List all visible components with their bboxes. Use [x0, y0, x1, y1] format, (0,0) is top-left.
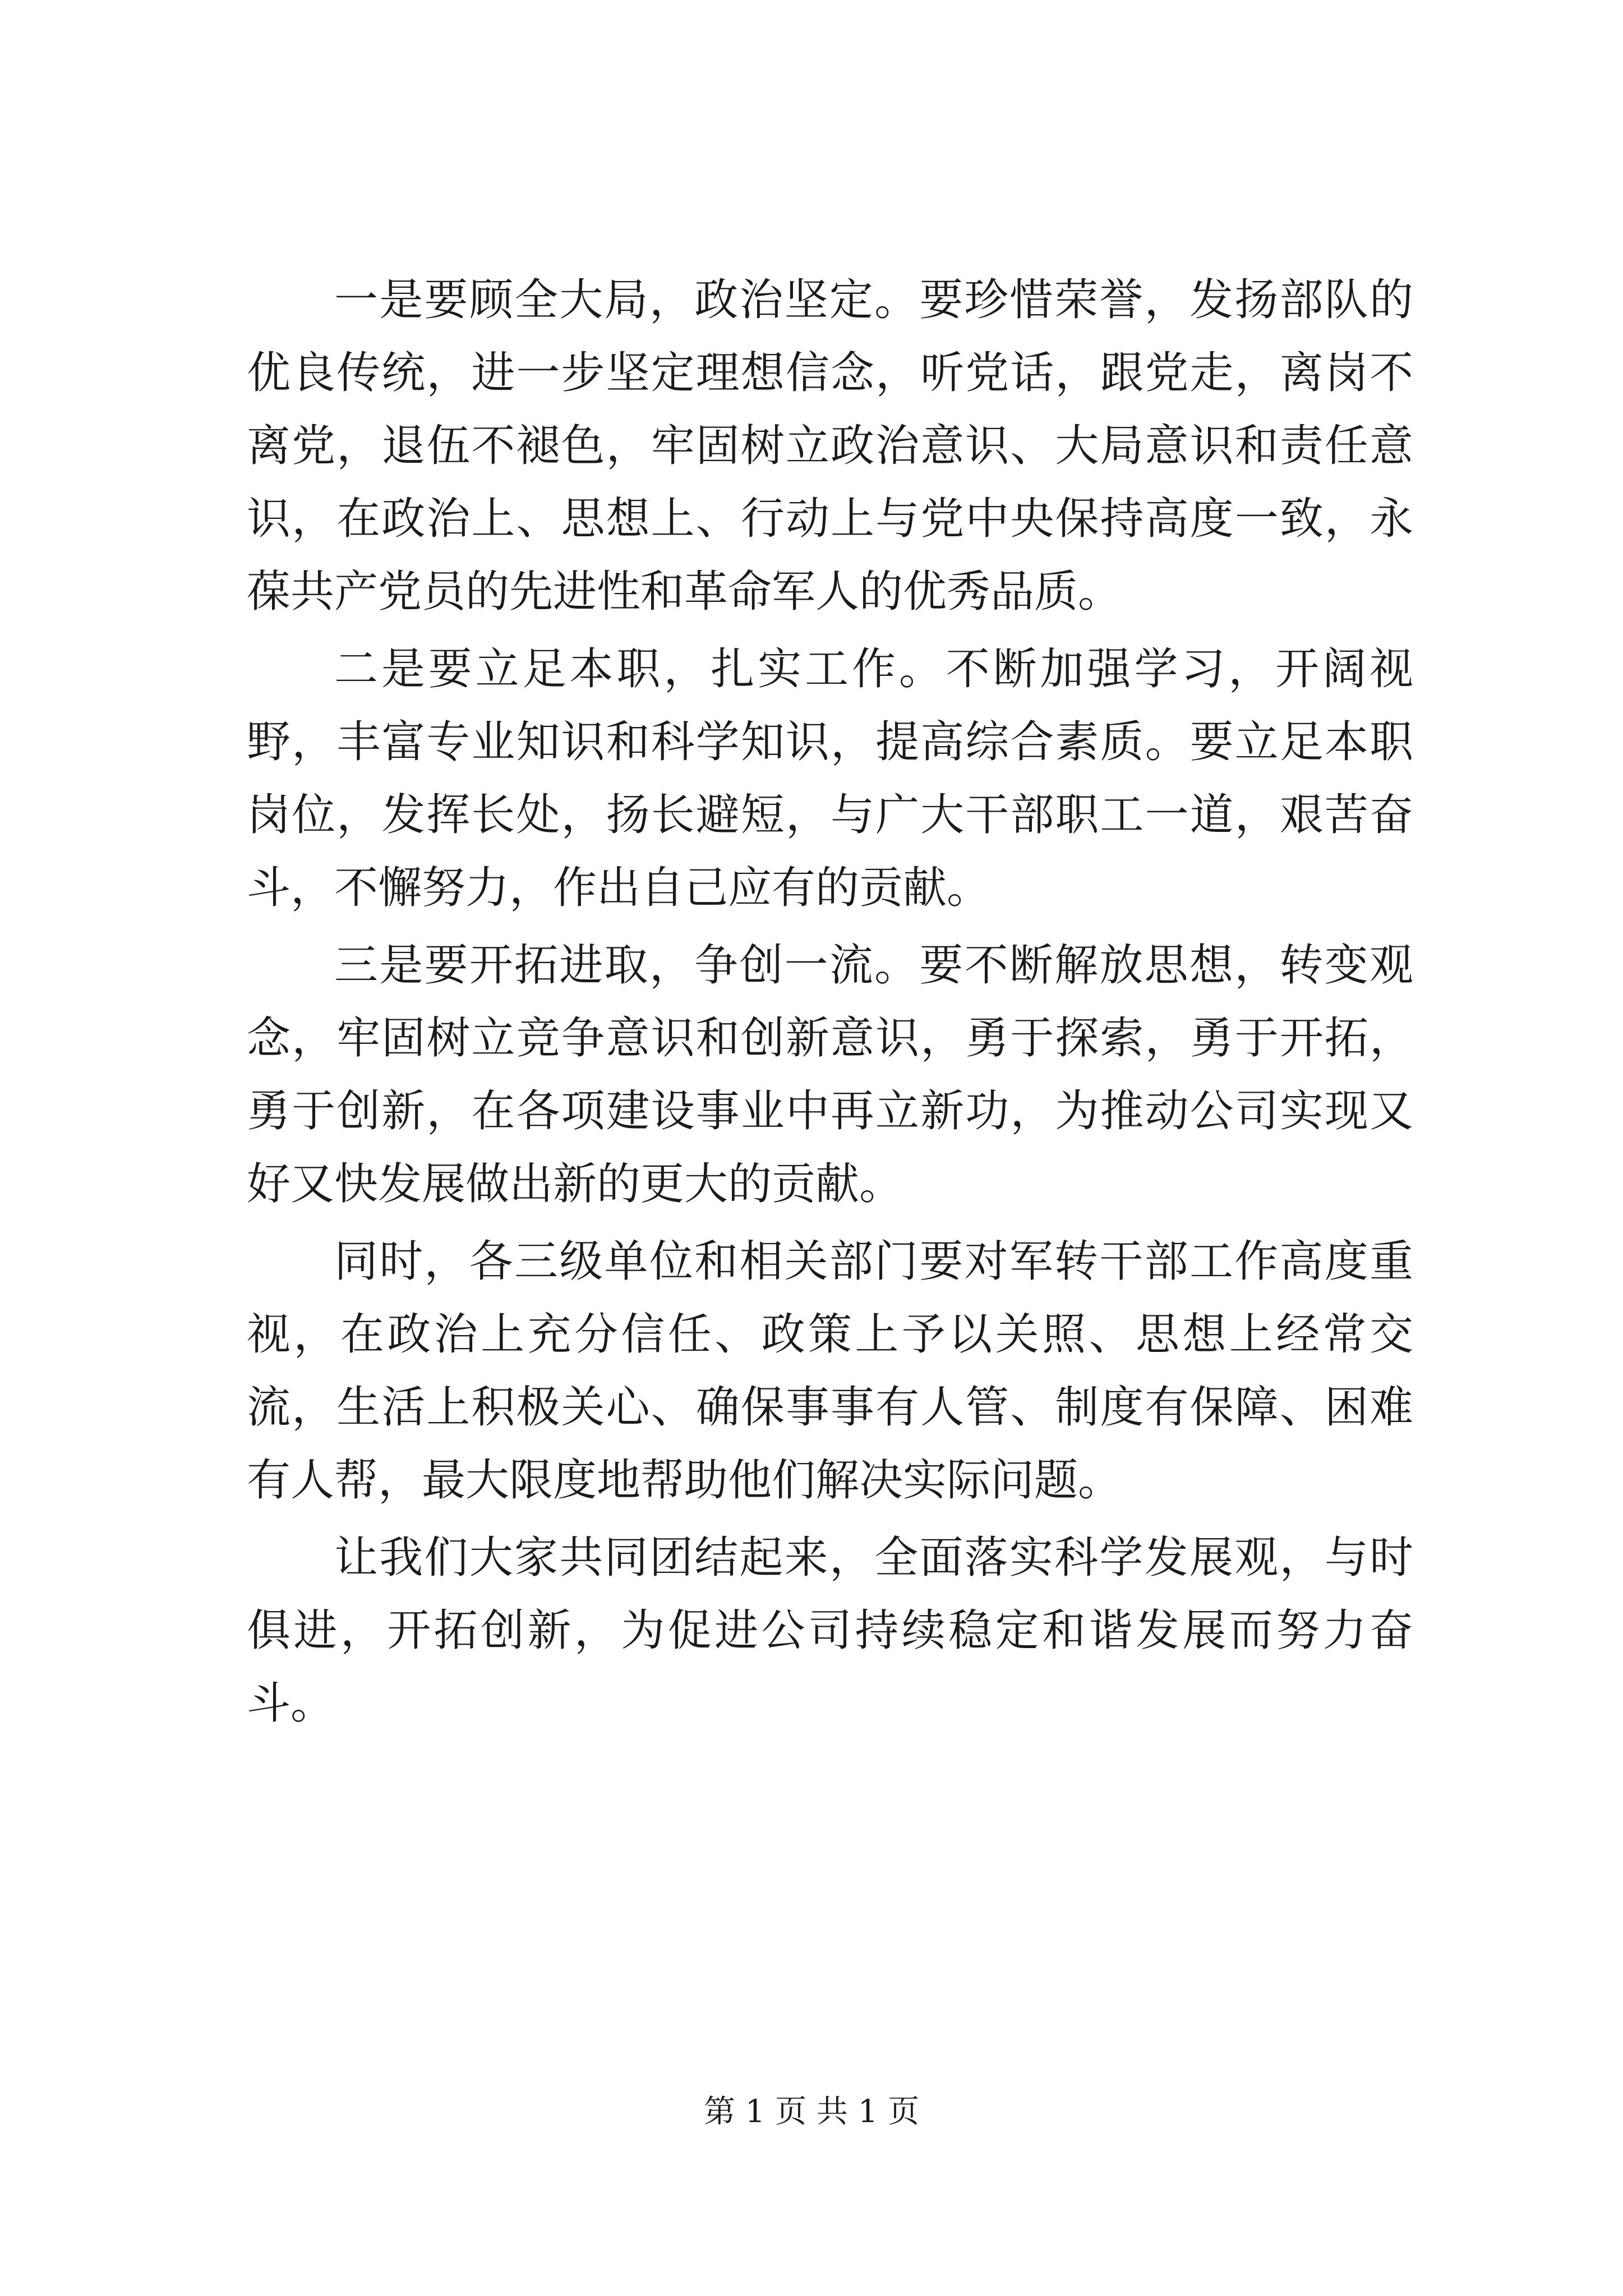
paragraph-1: 一是要顾全大局，政治坚定。要珍惜荣誉，发扬部队的优良传统，进一步坚定理想信念，听党话，跟党走，离岗不离党，退伍不褪色，牢固树立政治意识、大局意识和责任意识，在政治上、思想上、行动上与党中央保持高度一致，永葆共产党员的先进性和革命军人的优秀品质。 [247, 275, 1413, 617]
paragraph-2: 二是要立足本职，扎实工作。不断加强学习，开阔视野，丰富专业知识和科学知识，提高综合素质。要立足本职岗位，发挥长处，扬长避短，与广大干部职工一道，艰苦奋斗，不懈努力，作出自己应有的贡献。 [247, 644, 1413, 913]
page-footer: 第 1 页 共 1 页 [703, 2093, 920, 2130]
paragraph-4: 同时，各三级单位和相关部门要对军转干部工作高度重视，在政治上充分信任、政策上予以关照、思想上经常交流，生活上积极关心、确保事事有人管、制度有保障、困难有人帮，最大限度地帮助他们解决实际问题。 [247, 1236, 1413, 1506]
paragraph-5: 让我们大家共同团结起来，全面落实科学发展观，与时俱进，开拓创新，为促进公司持续稳定和谐发展而努力奋斗。 [247, 1533, 1413, 1729]
paragraph-3: 三是要开拓进取，争创一流。要不断解放思想，转变观念，牢固树立竞争意识和创新意识，勇于探索，勇于开拓，勇于创新，在各项建设事业中再立新功，为推动公司实现又好又快发展做出新的更大的贡献。 [247, 940, 1413, 1209]
document-body [247, 264, 1413, 1745]
